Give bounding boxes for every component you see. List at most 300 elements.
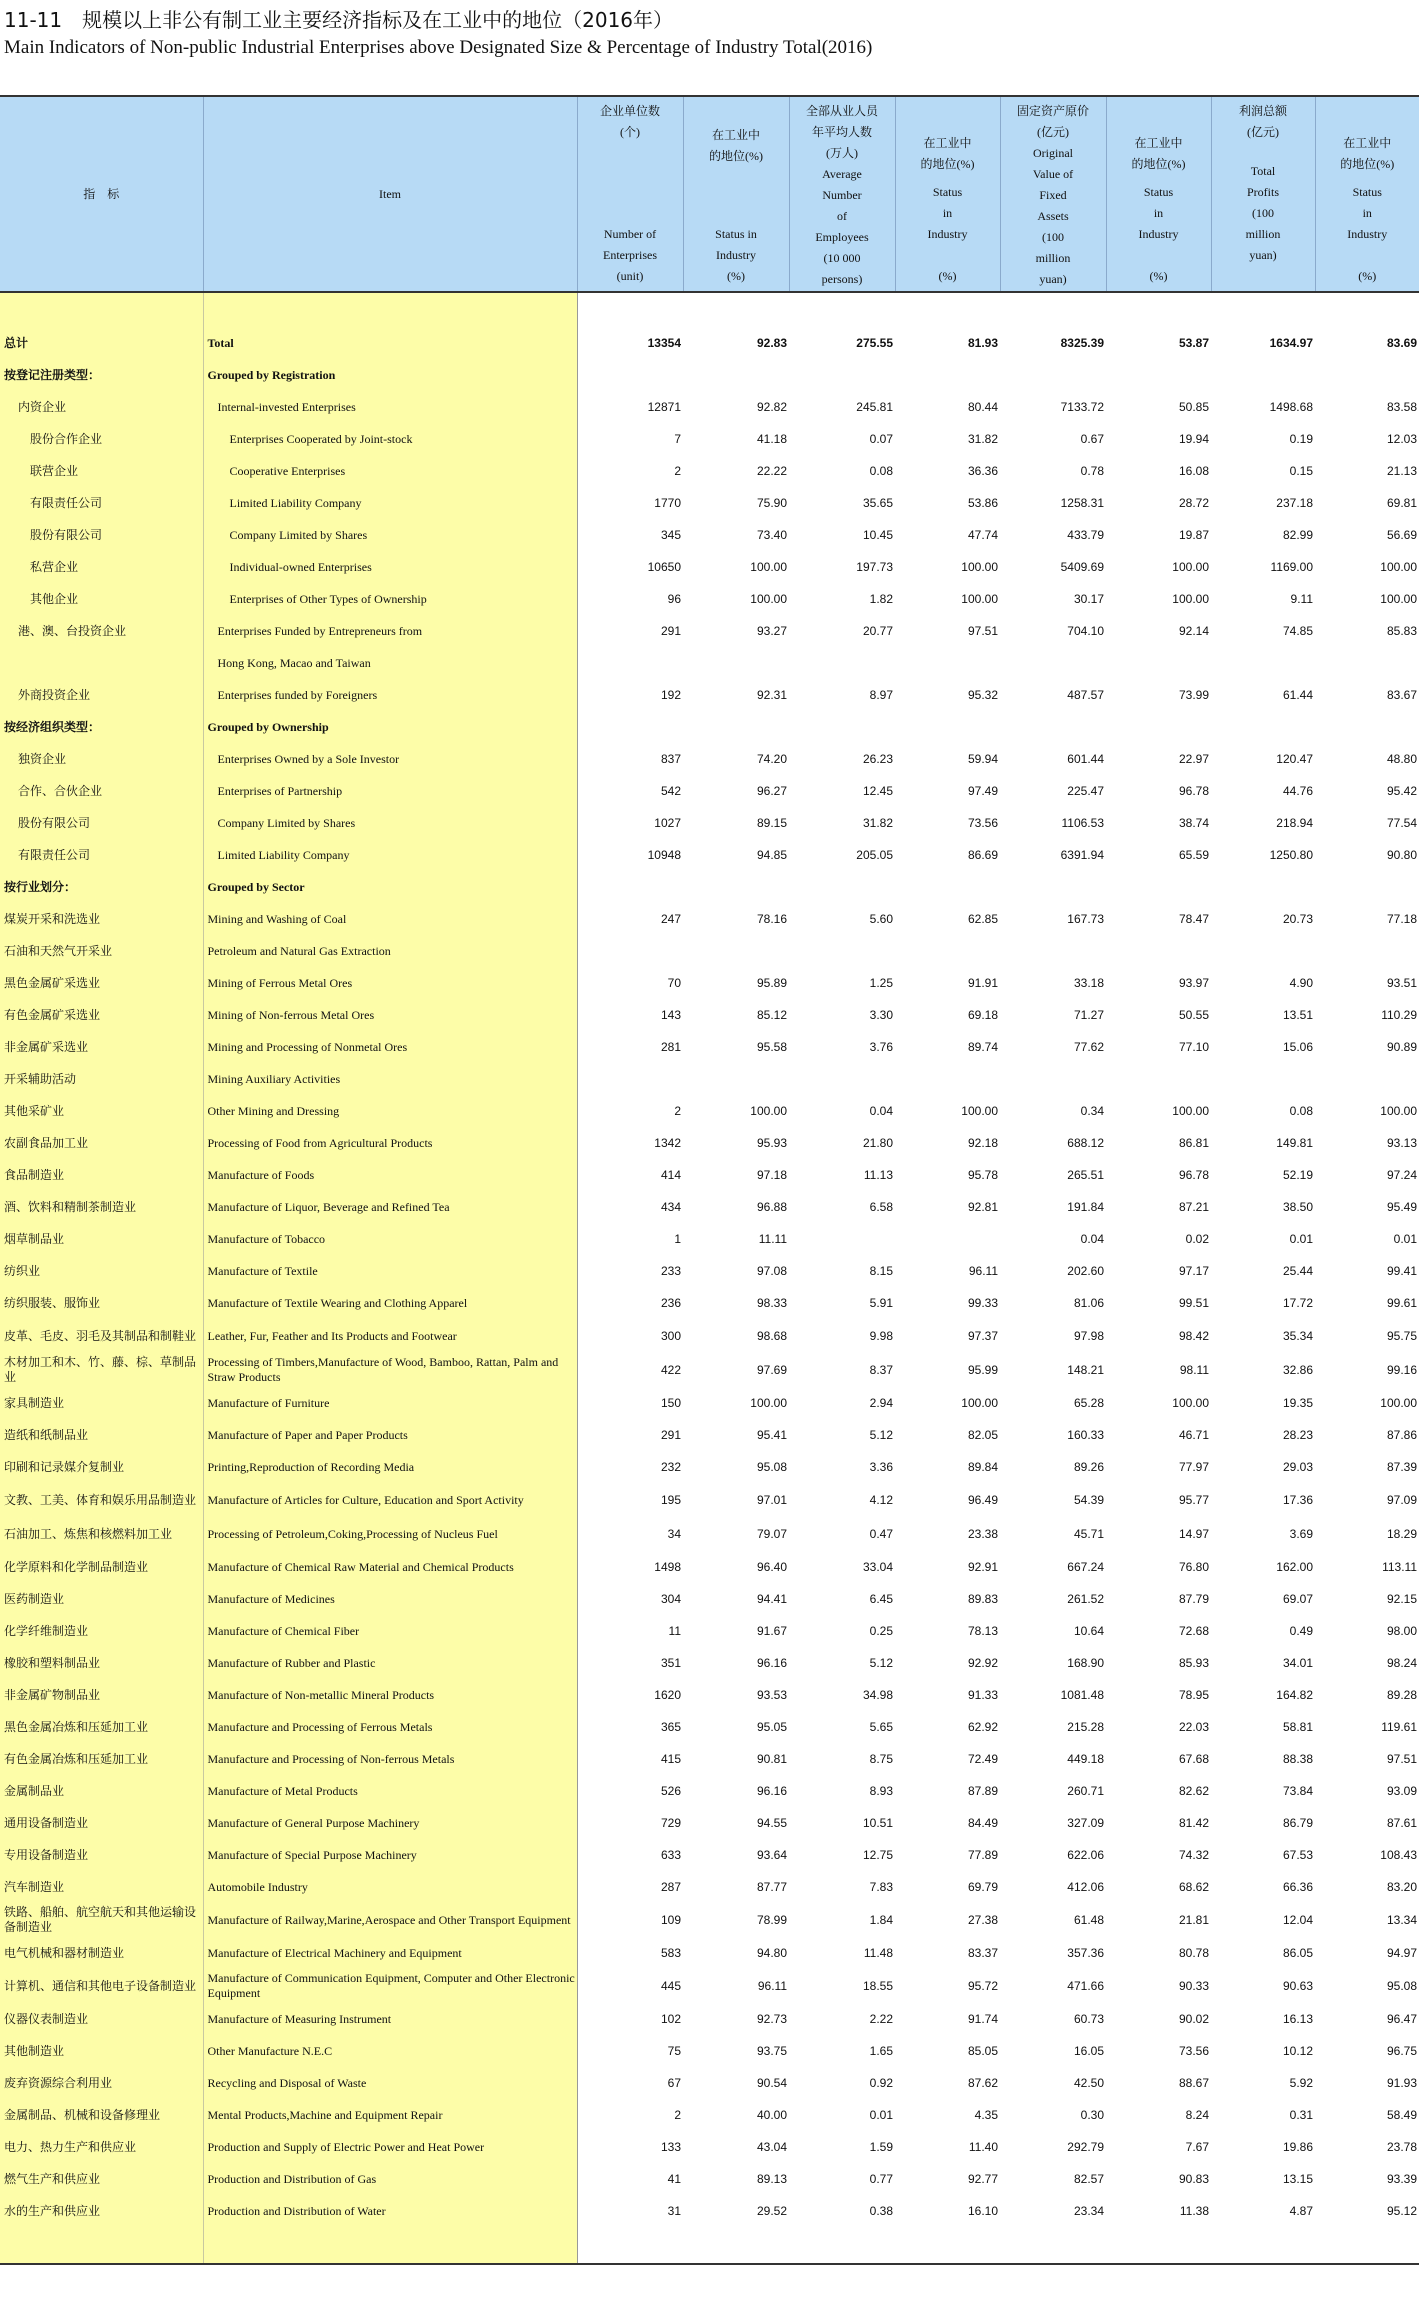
- cell-total-profits-status: 93.13: [1386, 1136, 1417, 1150]
- cell-employees-status: 11.40: [968, 2140, 998, 2154]
- cell-enterprises-status: 95.08: [756, 1460, 787, 1474]
- row-label-zh: 废弃资源综合利用业: [0, 2067, 203, 2099]
- row-label-en: Enterprises of Other Types of Ownership: [203, 583, 577, 615]
- cell-employees-status: [895, 647, 1000, 679]
- table-row: [0, 359, 1419, 391]
- table-row: [0, 935, 1419, 967]
- cell-total-profits-status: 119.61: [1381, 1720, 1417, 1734]
- cell-employees-status: 62.92: [967, 1720, 998, 1734]
- cell-fixed-assets: 0.04: [1080, 1232, 1104, 1246]
- cell-enterprises: 233: [660, 1264, 681, 1278]
- cell-employees-status: 97.37: [967, 1329, 998, 1343]
- table-row: [0, 1871, 1419, 1903]
- header-employees: 全部从业人员 年平均人数 (万人) Average Number of Employees (10 000 persons): [789, 96, 895, 292]
- cell-total-profits-status: 93.39: [1386, 2172, 1417, 2186]
- row-label-en: Mining Auxiliary Activities: [203, 1063, 577, 1095]
- indicators-table: [0, 95, 1419, 2265]
- row-label-en: Petroleum and Natural Gas Extraction: [203, 935, 577, 967]
- cell-total-profits-status: 13.34: [1386, 1913, 1417, 1927]
- cell-enterprises: 133: [660, 2140, 681, 2154]
- cell-enterprises-status: 95.93: [756, 1136, 787, 1150]
- row-label-zh: 其他制造业: [0, 2035, 203, 2067]
- cell-total-profits-status: 48.80: [1386, 752, 1417, 766]
- cell-enterprises: 1498: [654, 1560, 681, 1574]
- cell-total-profits: 3.69: [1289, 1527, 1313, 1541]
- row-label-zh: 木材加工和木、竹、藤、棕、草制品业: [0, 1353, 203, 1387]
- cell-enterprises: 291: [660, 624, 681, 638]
- cell-enterprises-status: 96.16: [756, 1656, 787, 1670]
- table-row: [0, 1127, 1419, 1159]
- cell-employees: [789, 711, 895, 743]
- cell-total-profits-status: 96.47: [1386, 2012, 1417, 2026]
- row-label-zh: 专用设备制造业: [0, 1839, 203, 1871]
- cell-enterprises: 583: [660, 1946, 681, 1960]
- cell-employees-status: 83.37: [967, 1946, 998, 1960]
- cell-enterprises-status: [683, 1063, 789, 1095]
- cell-employees: 31.82: [862, 816, 893, 830]
- cell-fixed-assets: 412.06: [1067, 1880, 1104, 1894]
- table-row: [0, 615, 1419, 647]
- cell-enterprises-status: 92.83: [756, 336, 787, 350]
- cell-total-profits: 149.81: [1276, 1136, 1313, 1150]
- cell-enterprises: 445: [660, 1979, 681, 1993]
- cell-fixed-assets: 167.73: [1067, 912, 1104, 926]
- cell-total-profits: 25.44: [1282, 1264, 1313, 1278]
- cell-enterprises: 415: [660, 1752, 681, 1766]
- cell-fixed-assets: [1000, 871, 1106, 903]
- cell-total-profits-status: 94.97: [1386, 1946, 1417, 1960]
- row-label-zh: 总计: [0, 327, 203, 359]
- row-label-en: Cooperative Enterprises: [203, 455, 577, 487]
- cell-fixed-assets: 0.34: [1080, 1104, 1104, 1118]
- cell-employees-status: 87.62: [967, 2076, 998, 2090]
- cell-employees-status: 73.56: [967, 816, 998, 830]
- cell-fixed-assets-status: 90.33: [1178, 1979, 1209, 1993]
- cell-fixed-assets-status: 50.55: [1178, 1008, 1209, 1022]
- row-label-zh: 纺织服装、服饰业: [0, 1287, 203, 1319]
- cell-employees-status: 77.89: [967, 1848, 998, 1862]
- cell-fixed-assets: [1000, 359, 1106, 391]
- cell-enterprises-status: 97.08: [756, 1264, 787, 1278]
- cell-total-profits: [1211, 871, 1315, 903]
- cell-employees: 10.51: [862, 1816, 893, 1830]
- cell-fixed-assets-status: 74.32: [1178, 1848, 1209, 1862]
- row-label-zh: 有色金属冶炼和压延加工业: [0, 1743, 203, 1775]
- data-table-container: [0, 95, 1419, 2265]
- cell-enterprises: [577, 1063, 683, 1095]
- cell-fixed-assets-status: 28.72: [1178, 496, 1209, 510]
- cell-fixed-assets: 0.30: [1080, 2108, 1104, 2122]
- row-label-en: Recycling and Disposal of Waste: [203, 2067, 577, 2099]
- cell-total-profits-status: [1315, 711, 1419, 743]
- cell-fixed-assets-status: 96.78: [1178, 784, 1209, 798]
- cell-enterprises: 526: [660, 1784, 681, 1798]
- header-employees-status: 在工业中 的地位(%) Status in Industry (%): [895, 96, 1000, 292]
- cell-employees-status: 95.72: [967, 1979, 998, 1993]
- row-label-en: Manufacture of Articles for Culture, Education and Sport Activity: [203, 1483, 577, 1517]
- row-label-en: Company Limited by Shares: [203, 519, 577, 551]
- cell-total-profits: 67.53: [1282, 1848, 1313, 1862]
- table-body: [0, 292, 1419, 2227]
- cell-fixed-assets: 202.60: [1067, 1264, 1104, 1278]
- cell-fixed-assets: 704.10: [1067, 624, 1104, 638]
- header-fixed-assets-status: 在工业中 的地位(%) Status in Industry (%): [1106, 96, 1211, 292]
- cell-fixed-assets: [1000, 711, 1106, 743]
- cell-total-profits-status: [1315, 871, 1419, 903]
- cell-enterprises: 300: [660, 1329, 681, 1343]
- table-row: [0, 2099, 1419, 2131]
- cell-fixed-assets: 168.90: [1067, 1656, 1104, 1670]
- cell-enterprises-status: 93.75: [756, 2044, 787, 2058]
- cell-enterprises: 633: [660, 1848, 681, 1862]
- cell-enterprises: 304: [660, 1592, 681, 1606]
- cell-employees: 8.97: [869, 688, 893, 702]
- cell-enterprises-status: 43.04: [756, 2140, 787, 2154]
- row-label-zh: 非金属矿物制品业: [0, 1679, 203, 1711]
- cell-employees: 8.15: [869, 1264, 893, 1278]
- cell-enterprises-status: [683, 711, 789, 743]
- cell-employees: 8.75: [869, 1752, 893, 1766]
- cell-employees-status: 82.05: [967, 1428, 998, 1442]
- cell-enterprises: 345: [660, 528, 681, 542]
- table-row: [0, 647, 1419, 679]
- cell-enterprises: 70: [667, 976, 681, 990]
- table-row: [0, 1711, 1419, 1743]
- cell-enterprises-status: 95.89: [756, 976, 787, 990]
- cell-fixed-assets: 0.78: [1080, 464, 1104, 478]
- cell-total-profits: 90.63: [1282, 1979, 1313, 1993]
- cell-employees-status: 89.83: [967, 1592, 998, 1606]
- cell-total-profits-status: 110.29: [1381, 1008, 1417, 1022]
- cell-total-profits: 162.00: [1276, 1560, 1313, 1574]
- cell-total-profits: 0.01: [1289, 1232, 1313, 1246]
- cell-employees-status: 92.81: [967, 1200, 998, 1214]
- cell-employees: 205.05: [856, 848, 893, 862]
- cell-total-profits: 38.50: [1282, 1200, 1313, 1214]
- table-row: [0, 871, 1419, 903]
- cell-employees: 3.30: [869, 1008, 893, 1022]
- cell-enterprises-status: 95.41: [756, 1428, 787, 1442]
- table-row: [0, 1255, 1419, 1287]
- cell-employees: 197.73: [856, 560, 893, 574]
- cell-enterprises-status: [683, 359, 789, 391]
- row-label-en: Total: [203, 327, 577, 359]
- table-row: [0, 1969, 1419, 2003]
- cell-total-profits-status: 99.41: [1386, 1264, 1417, 1278]
- row-label-en: Mining and Processing of Nonmetal Ores: [203, 1031, 577, 1063]
- cell-enterprises: 12871: [647, 400, 681, 414]
- cell-fixed-assets: 487.57: [1067, 688, 1104, 702]
- cell-fixed-assets: 471.66: [1067, 1979, 1104, 1993]
- cell-fixed-assets-status: 65.59: [1178, 848, 1209, 862]
- table-row: [0, 711, 1419, 743]
- row-label-zh: 文教、工美、体育和娱乐用品制造业: [0, 1483, 203, 1517]
- cell-fixed-assets-status: 67.68: [1178, 1752, 1209, 1766]
- row-label-zh: 独资企业: [0, 743, 203, 775]
- cell-total-profits-status: [1315, 647, 1419, 679]
- row-label-zh: 金属制品、机械和设备修理业: [0, 2099, 203, 2131]
- row-label-en: Enterprises of Partnership: [203, 775, 577, 807]
- cell-employees: 9.98: [869, 1329, 893, 1343]
- cell-employees: 0.77: [869, 2172, 893, 2186]
- table-header-row: [0, 96, 1419, 292]
- cell-total-profits-status: 99.16: [1386, 1363, 1417, 1377]
- row-label-zh: 外商投资企业: [0, 679, 203, 711]
- cell-employees: 11.48: [863, 1946, 893, 1960]
- cell-enterprises: 1342: [654, 1136, 681, 1150]
- cell-enterprises: [577, 647, 683, 679]
- row-label-en: Production and Distribution of Water: [203, 2195, 577, 2227]
- cell-employees: 0.07: [869, 432, 893, 446]
- cell-enterprises-status: 100.00: [750, 1396, 787, 1410]
- cell-total-profits: 164.82: [1276, 1688, 1313, 1702]
- table-row: [0, 807, 1419, 839]
- table-row: [0, 1517, 1419, 1551]
- cell-enterprises: 351: [660, 1656, 681, 1670]
- cell-total-profits: 28.23: [1282, 1428, 1313, 1442]
- row-label-en: Mining and Washing of Coal: [203, 903, 577, 935]
- cell-employees-status: [895, 1063, 1000, 1095]
- row-label-en: Manufacture of Furniture: [203, 1387, 577, 1419]
- row-label-zh: 皮革、毛皮、羽毛及其制品和制鞋业: [0, 1319, 203, 1353]
- cell-fixed-assets: 54.39: [1073, 1493, 1104, 1507]
- table-row: [0, 1937, 1419, 1969]
- row-label-zh: 金属制品业: [0, 1775, 203, 1807]
- cell-fixed-assets: 61.48: [1073, 1913, 1104, 1927]
- cell-fixed-assets: 292.79: [1067, 2140, 1104, 2154]
- cell-enterprises-status: 96.11: [757, 1979, 787, 1993]
- cell-enterprises-status: 94.85: [756, 848, 787, 862]
- cell-enterprises: 1770: [654, 496, 681, 510]
- row-label-zh: 橡胶和塑料制品业: [0, 1647, 203, 1679]
- cell-employees-status: 99.33: [967, 1296, 998, 1310]
- cell-employees-status: 47.74: [967, 528, 998, 542]
- cell-total-profits-status: 92.15: [1386, 1592, 1417, 1606]
- cell-enterprises-status: 93.64: [756, 1848, 787, 1862]
- cell-enterprises: 542: [660, 784, 681, 798]
- cell-employees: 8.37: [869, 1363, 893, 1377]
- cell-employees-status: 59.94: [967, 752, 998, 766]
- cell-fixed-assets-status: 22.03: [1178, 1720, 1209, 1734]
- cell-employees-status: 87.89: [967, 1784, 998, 1798]
- cell-fixed-assets-status: 100.00: [1172, 1396, 1209, 1410]
- cell-enterprises: 1620: [654, 1688, 681, 1702]
- cell-enterprises-status: 96.40: [756, 1560, 787, 1574]
- cell-enterprises-status: [683, 647, 789, 679]
- cell-total-profits: 66.36: [1282, 1880, 1313, 1894]
- cell-employees-status: 92.92: [967, 1656, 998, 1670]
- cell-fixed-assets-status: 96.78: [1178, 1168, 1209, 1182]
- row-label-en: Manufacture of Rubber and Plastic: [203, 1647, 577, 1679]
- cell-employees: 3.76: [869, 1040, 893, 1054]
- cell-employees-status: [895, 935, 1000, 967]
- cell-total-profits-status: [1315, 935, 1419, 967]
- cell-enterprises: 10948: [647, 848, 681, 862]
- row-label-en: Mental Products,Machine and Equipment Repair: [203, 2099, 577, 2131]
- header-total-profits-status: 在工业中 的地位(%) Status in Industry (%): [1315, 96, 1419, 292]
- cell-fixed-assets-status: 73.99: [1178, 688, 1209, 702]
- cell-fixed-assets-status: 97.17: [1178, 1264, 1209, 1278]
- cell-employees-status: 95.32: [967, 688, 998, 702]
- row-label-en: Mining of Non-ferrous Metal Ores: [203, 999, 577, 1031]
- cell-total-profits-status: 98.24: [1386, 1656, 1417, 1670]
- cell-total-profits: 35.34: [1282, 1329, 1313, 1343]
- cell-total-profits-status: 83.58: [1386, 400, 1417, 414]
- cell-enterprises-status: 100.00: [750, 592, 787, 606]
- cell-total-profits-status: 87.39: [1386, 1460, 1417, 1474]
- header-fixed-assets: 固定资产原价 (亿元) Original Value of Fixed Assets (100 million yuan): [1000, 96, 1106, 292]
- cell-total-profits: 10.12: [1282, 2044, 1313, 2058]
- cell-employees-status: 69.18: [967, 1008, 998, 1022]
- cell-fixed-assets-status: 16.08: [1178, 464, 1209, 478]
- cell-fixed-assets: 160.33: [1067, 1428, 1104, 1442]
- cell-enterprises-status: 78.16: [756, 912, 787, 926]
- cell-fixed-assets: 33.18: [1073, 976, 1104, 990]
- cell-enterprises-status: 95.05: [756, 1720, 787, 1734]
- row-label-en: Enterprises Owned by a Sole Investor: [203, 743, 577, 775]
- cell-fixed-assets: 191.84: [1067, 1200, 1104, 1214]
- row-label-zh: 医药制造业: [0, 1583, 203, 1615]
- table-row: [0, 1353, 1419, 1387]
- cell-employees-status: 78.13: [967, 1624, 998, 1638]
- cell-fixed-assets-status: [1106, 871, 1211, 903]
- row-label-zh: 仪器仪表制造业: [0, 2003, 203, 2035]
- table-row: [0, 1743, 1419, 1775]
- row-label-zh: 内资企业: [0, 391, 203, 423]
- cell-fixed-assets-status: 90.02: [1178, 2012, 1209, 2026]
- cell-employees: 3.36: [869, 1460, 893, 1474]
- cell-employees: 4.12: [869, 1493, 893, 1507]
- table-row: [0, 1223, 1419, 1255]
- cell-employees-status: [895, 359, 1000, 391]
- cell-enterprises-status: 97.01: [756, 1493, 787, 1507]
- table-row: [0, 1095, 1419, 1127]
- row-label-en: Manufacture of Chemical Fiber: [203, 1615, 577, 1647]
- cell-fixed-assets: 30.17: [1073, 592, 1104, 606]
- cell-enterprises-status: 78.99: [756, 1913, 787, 1927]
- cell-total-profits-status: 0.01: [1393, 1232, 1417, 1246]
- table-row: [0, 2163, 1419, 2195]
- cell-fixed-assets-status: 81.42: [1178, 1816, 1209, 1830]
- cell-total-profits-status: 95.49: [1386, 1200, 1417, 1214]
- row-label-en: Grouped by Sector: [203, 871, 577, 903]
- cell-employees: 5.60: [869, 912, 893, 926]
- cell-employees-status: 69.79: [967, 1880, 998, 1894]
- row-label-zh: 通用设备制造业: [0, 1807, 203, 1839]
- row-label-zh: 造纸和纸制品业: [0, 1419, 203, 1451]
- row-label-zh: 有限责任公司: [0, 839, 203, 871]
- row-label-zh: 煤炭开采和洗选业: [0, 903, 203, 935]
- cell-total-profits-status: 100.00: [1380, 592, 1417, 606]
- cell-employees: 2.22: [869, 2012, 893, 2026]
- cell-fixed-assets-status: 77.97: [1178, 1460, 1209, 1474]
- cell-fixed-assets: 327.09: [1067, 1816, 1104, 1830]
- cell-fixed-assets-status: 8.24: [1185, 2108, 1209, 2122]
- row-label-zh: 汽车制造业: [0, 1871, 203, 1903]
- cell-total-profits: 237.18: [1276, 496, 1313, 510]
- table-row: [0, 487, 1419, 519]
- cell-employees-status: 92.18: [967, 1136, 998, 1150]
- cell-employees-status: 80.44: [967, 400, 998, 414]
- cell-fixed-assets-status: 7.67: [1185, 2140, 1209, 2154]
- row-label-en: Enterprises Funded by Entrepreneurs from: [203, 615, 577, 647]
- row-label-en: Manufacture of Metal Products: [203, 1775, 577, 1807]
- row-label-zh: 酒、饮料和精制茶制造业: [0, 1191, 203, 1223]
- cell-total-profits: [1211, 935, 1315, 967]
- cell-employees-status: 27.38: [967, 1913, 998, 1927]
- cell-enterprises: 143: [660, 1008, 681, 1022]
- cell-fixed-assets-status: 53.87: [1178, 336, 1209, 350]
- cell-fixed-assets: 265.51: [1067, 1168, 1104, 1182]
- row-label-zh: 石油和天然气开采业: [0, 935, 203, 967]
- row-label-en: Processing of Food from Agricultural Products: [203, 1127, 577, 1159]
- table-row: [0, 423, 1419, 455]
- cell-fixed-assets: 1106.53: [1061, 816, 1104, 830]
- row-label-zh: 其他企业: [0, 583, 203, 615]
- cell-enterprises: 11: [668, 1624, 681, 1638]
- cell-total-profits-status: [1315, 359, 1419, 391]
- cell-total-profits: [1211, 711, 1315, 743]
- cell-total-profits: 4.90: [1289, 976, 1313, 990]
- cell-employees: 12.75: [862, 1848, 893, 1862]
- cell-enterprises: 2: [674, 464, 681, 478]
- cell-total-profits-status: [1315, 1063, 1419, 1095]
- cell-total-profits-status: 97.09: [1386, 1493, 1417, 1507]
- table-row: [0, 1319, 1419, 1353]
- cell-fixed-assets: 89.26: [1073, 1460, 1104, 1474]
- spacer-row: [0, 292, 1419, 327]
- row-label-zh: 化学纤维制造业: [0, 1615, 203, 1647]
- cell-total-profits: 0.08: [1289, 1104, 1313, 1118]
- row-label-en: Manufacture of Medicines: [203, 1583, 577, 1615]
- cell-employees-status: 16.10: [967, 2204, 998, 2218]
- cell-total-profits-status: 85.83: [1386, 624, 1417, 638]
- cell-enterprises: 247: [660, 912, 681, 926]
- cell-total-profits: 13.15: [1282, 2172, 1313, 2186]
- table-row: [0, 999, 1419, 1031]
- cell-fixed-assets: [1000, 647, 1106, 679]
- cell-enterprises-status: 79.07: [756, 1527, 787, 1541]
- cell-employees: 35.65: [862, 496, 893, 510]
- cell-total-profits: 218.94: [1276, 816, 1313, 830]
- row-label-en: Enterprises funded by Foreigners: [203, 679, 577, 711]
- cell-total-profits-status: 97.51: [1386, 1752, 1417, 1766]
- table-row: [0, 1615, 1419, 1647]
- header-enterprises-status: 在工业中 的地位(%) Status in Industry (%): [683, 96, 789, 292]
- cell-total-profits: 17.36: [1282, 1493, 1313, 1507]
- cell-fixed-assets-status: 22.97: [1178, 752, 1209, 766]
- table-row: [0, 1775, 1419, 1807]
- cell-total-profits: 1250.80: [1269, 848, 1313, 862]
- row-label-en: Mining of Ferrous Metal Ores: [203, 967, 577, 999]
- cell-employees: 0.04: [869, 1104, 893, 1118]
- cell-fixed-assets-status: 87.21: [1178, 1200, 1209, 1214]
- cell-total-profits: 13.51: [1282, 1008, 1313, 1022]
- cell-employees-status: 91.33: [967, 1688, 998, 1702]
- row-label-en: Manufacture of Textile Wearing and Clothing Apparel: [203, 1287, 577, 1319]
- cell-fixed-assets-status: 82.62: [1178, 1784, 1209, 1798]
- table-row: [0, 903, 1419, 935]
- cell-employees-status: 89.74: [967, 1040, 998, 1054]
- cell-employees-status: 97.51: [967, 624, 998, 638]
- cell-enterprises-status: 22.22: [756, 464, 787, 478]
- row-label-en: Processing of Petroleum,Coking,Processing of Nucleus Fuel: [203, 1517, 577, 1551]
- cell-employees-status: 91.74: [967, 2012, 998, 2026]
- cell-total-profits: 82.99: [1282, 528, 1313, 542]
- row-label-en: Manufacture and Processing of Non-ferrous Metals: [203, 1743, 577, 1775]
- cell-total-profits: 17.72: [1282, 1296, 1313, 1310]
- cell-enterprises-status: 93.53: [756, 1688, 787, 1702]
